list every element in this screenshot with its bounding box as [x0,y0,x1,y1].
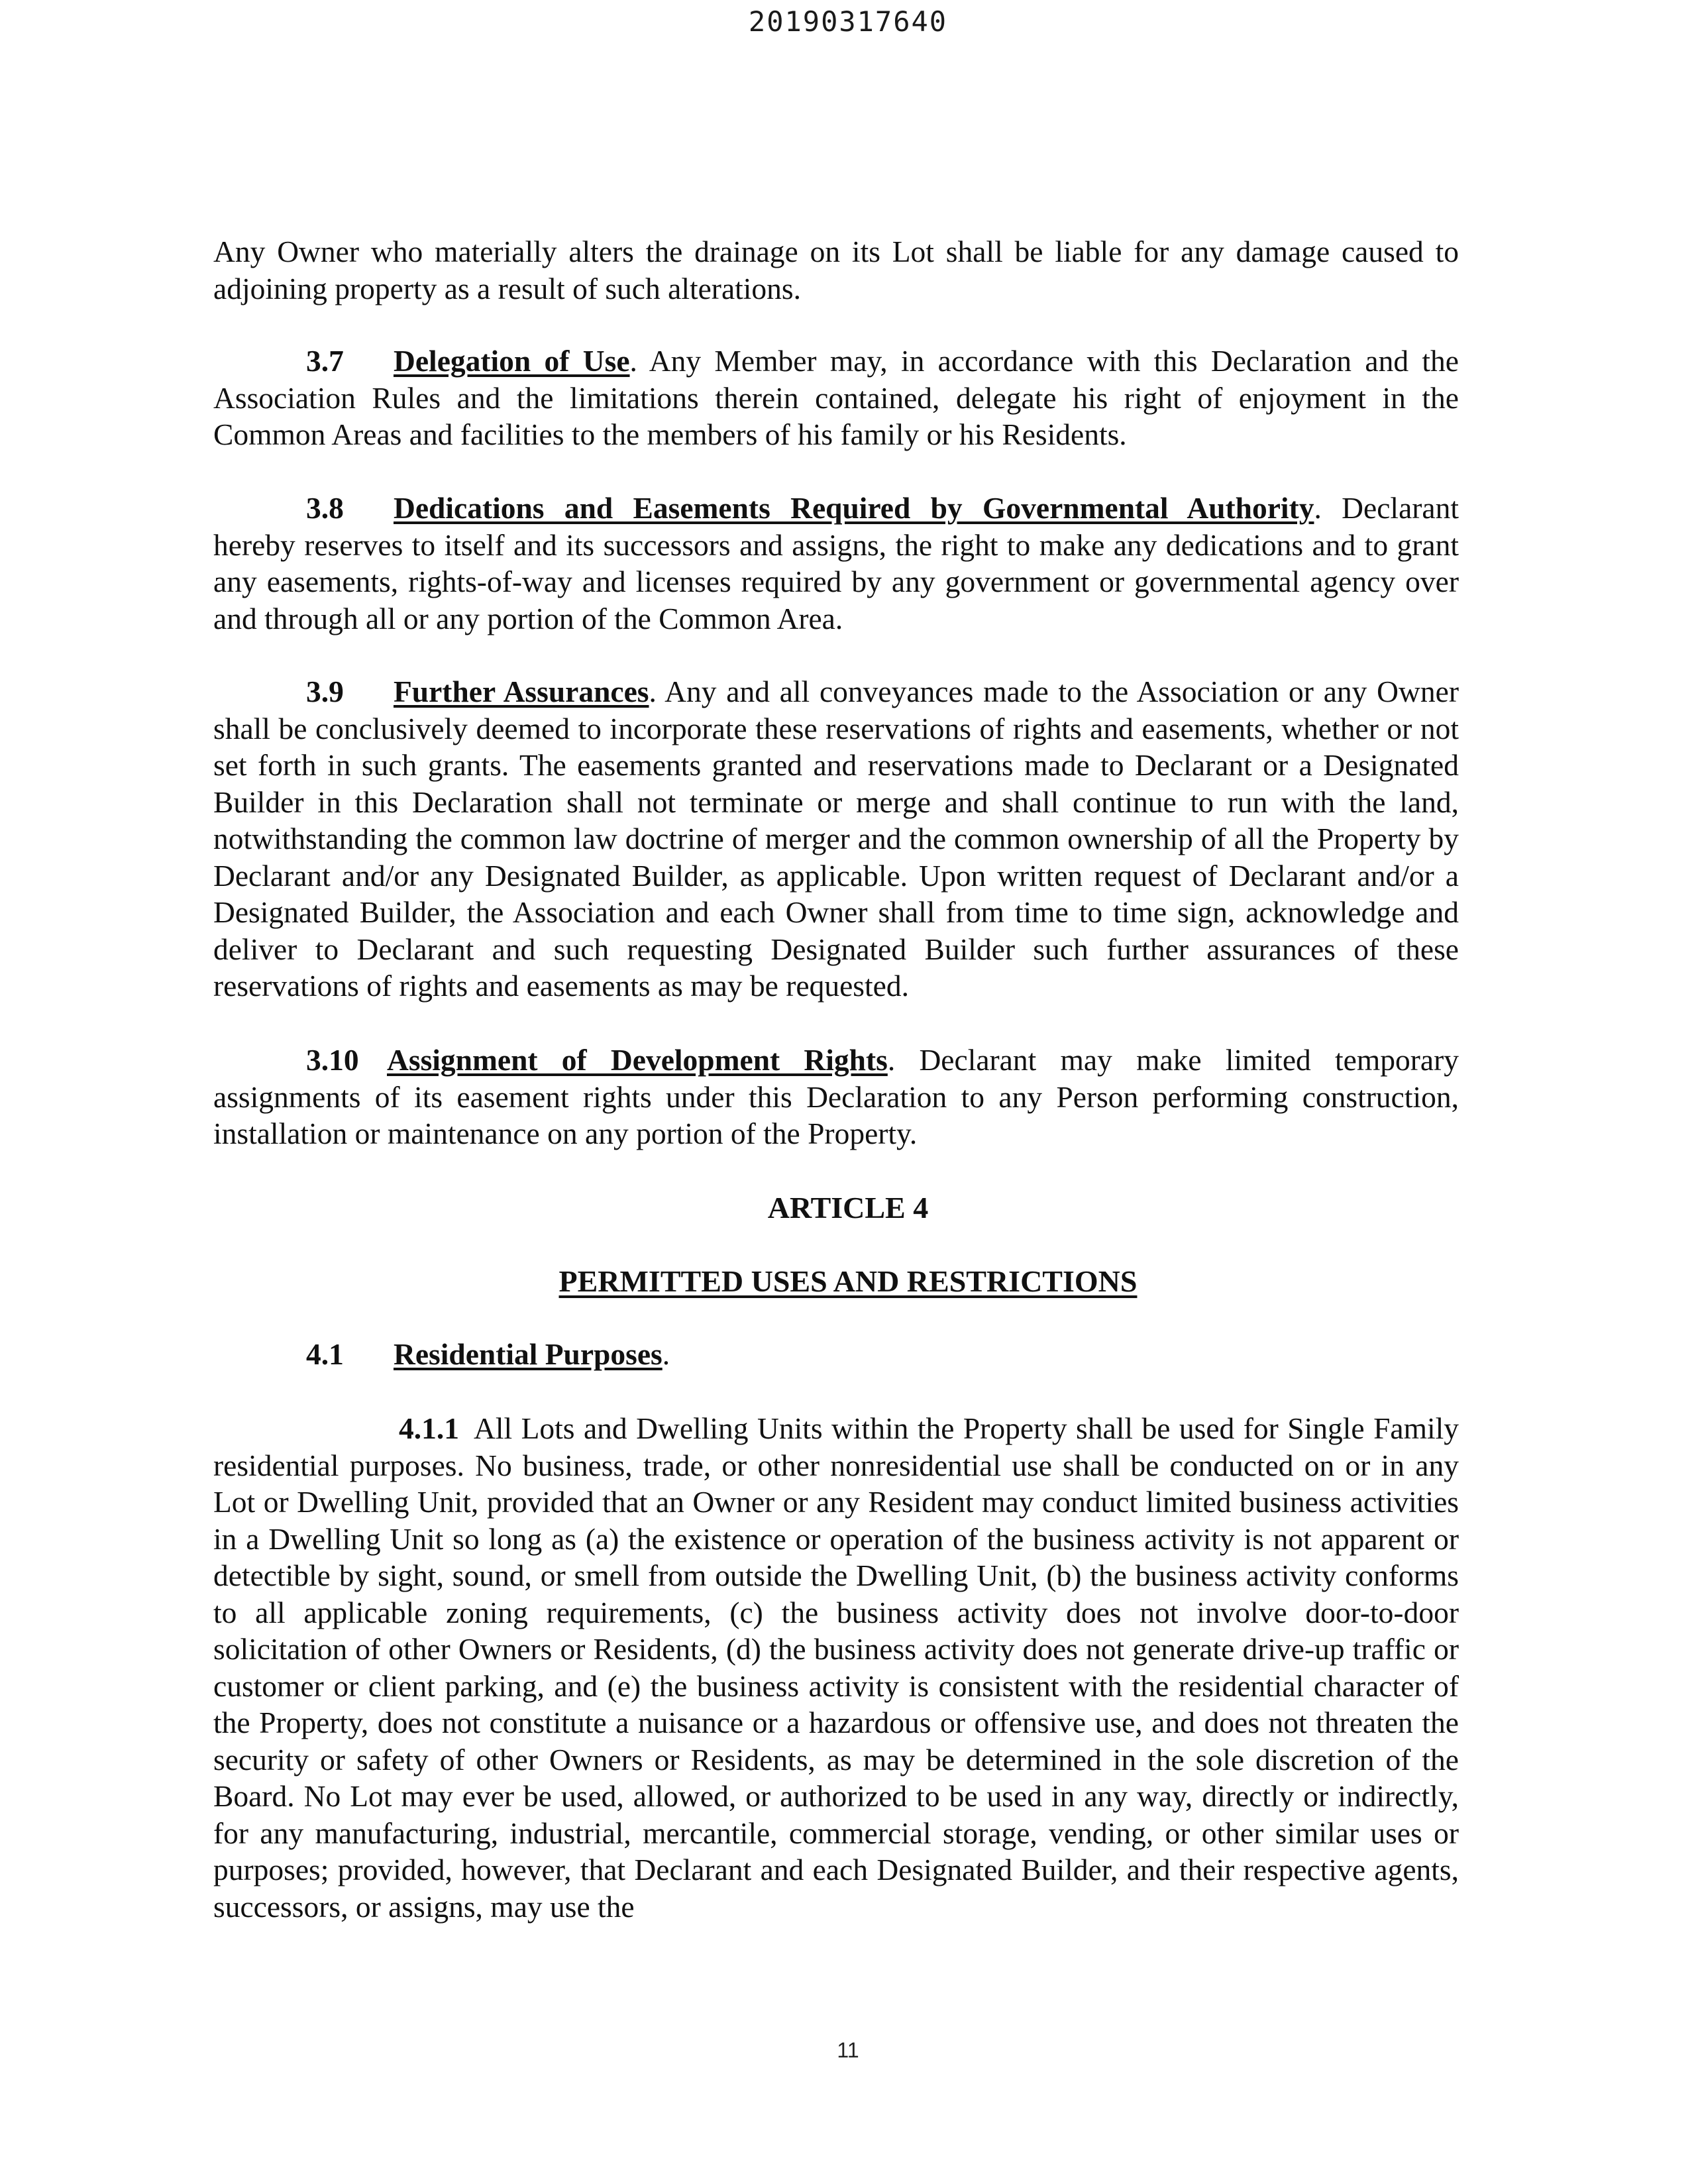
paragraph-drainage [213,233,1459,307]
section-4-1-1 [213,1410,1459,1925]
section-text: . Declarant may make limited temporary assignments of its easement rights under this Declaration to any Person performing construction, installation or maintenance on any portion of the Property. [213,1043,1459,1150]
document-number: 20190317640 [748,5,948,38]
section-3-10 [213,1042,1459,1152]
section-number: 3.8 [306,491,344,525]
section-number: 4.1 [306,1337,344,1371]
section-heading: Delegation of Use [394,344,630,378]
section-text: . Any and all conveyances made to the Association or any Owner shall be conclusively deemed to incorporate these reservations of rights and easements, whether or not set forth in such grants. The easements granted and reservations made to Declarant or a Designated Builder in this Declaration shall not terminate or merge and shall continue to run with the land, notwithstanding the common law doctrine of merger and the common ownership of all the Property by Declarant and/or any Designated Builder, as applicable. Upon written request of Declarant and/or a Designated Builder, the Association and each Owner shall from time to time sign, acknowledge and deliver to Declarant and such requesting Designated Builder such further assurances of these reservations of rights and easements as may be requested. [213,675,1459,1003]
section-text: . Declarant hereby reserves to itself and its successors and assigns, the right to make any dedications and to grant any easements, rights-of-way and licenses required by any government or governmental agency over and through all or any portion of the Common Area. [213,491,1459,635]
section-3-9 [213,673,1459,1005]
section-heading-tail: . [662,1337,670,1371]
section-number: 3.9 [306,675,344,708]
section-heading: Assignment of Development Rights [387,1043,888,1077]
paragraph-drainage-text: Any Owner who materially alters the drainage on its Lot shall be liable for any damage caused to adjoining property as a result of such alterations. [213,235,1459,305]
section-number: 3.7 [306,344,344,378]
section-3-8 [213,490,1459,637]
section-number: 3.10 [306,1043,359,1077]
section-4-1 [213,1336,1459,1373]
section-3-7 [213,343,1459,453]
article-title: ARTICLE 4 [767,1191,929,1225]
article-subtitle: PERMITTED USES AND RESTRICTIONS [558,1264,1138,1298]
page-number: 11 [837,2038,859,2062]
subsection-number: 4.1.1 [399,1411,459,1445]
subsection-text: All Lots and Dwelling Units within the Property shall be used for Single Family residential purposes. No business, trade, or other nonresidential use shall be conducted on or in any Lot or Dwelling Unit, provided that an Owner or any Resident may conduct limited business activities in a Dwelling Unit so long as (a) the existence or operation of the business activity is not apparent or detectible by sight, sound, or smell from outside the Dwelling Unit, (b) the business activity conforms to all applicable zoning requirements, (c) the business activity does not involve door-to-door solicitation of other Owners or Residents, (d) the business activity does not generate drive-up traffic or customer or client parking, and (e) the business activity is consistent with the residential character of the Property, does not constitute a nuisance or a hazardous or offensive use, and does not threaten the security or safety of other Owners or Residents, as may be determined in the sole discretion of the Board. No Lot may ever be used, allowed, or authorized to be used in any way, directly or indirectly, for any manufacturing, industrial, mercantile, commercial storage, vending, or other similar uses or purposes; provided, however, that Declarant and each Designated Builder, and their respective agents, successors, or assigns, may use the [213,1411,1459,1924]
section-text: . Any Member may, in accordance with this Declaration and the Association Rules and the limitations therein contained, delegate his right of enjoyment in the Common Areas and facilities to the members of his family or his Residents. [213,344,1459,451]
section-heading: Further Assurances [394,675,649,708]
section-heading: Dedications and Easements Required by Governmental Authority [394,491,1314,525]
section-heading: Residential Purposes [394,1337,662,1371]
